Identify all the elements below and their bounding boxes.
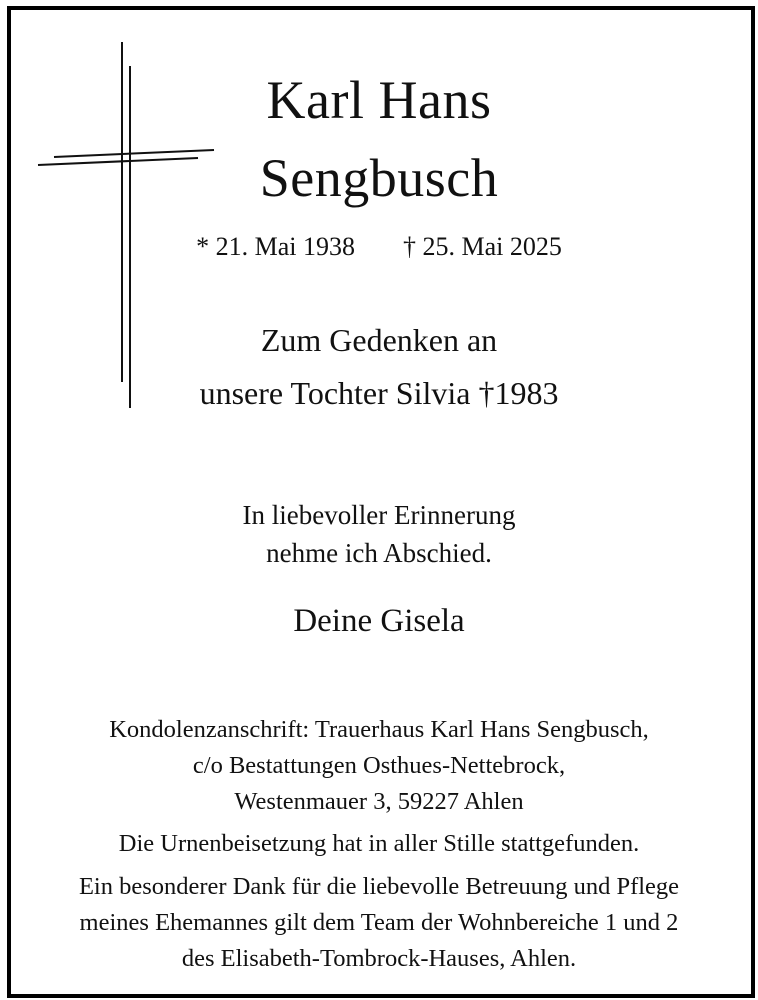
condolence-line-3: Westenmauer 3, 59227 Ahlen — [234, 788, 524, 815]
burial-note: Die Urnenbeisetzung hat in aller Stille stattgefunden. — [118, 830, 640, 857]
farewell-line-1: In liebevoller Erinnerung — [242, 500, 516, 530]
thanks-line-3: des Elisabeth-Tombrock-Hauses, Ahlen. — [181, 945, 577, 972]
deceased-first-names: Karl Hans — [266, 70, 492, 130]
signature: Deine Gisela — [293, 603, 465, 639]
condolence-line-1: Kondolenzanschrift: Trauerhaus Karl Hans Sengbusch, — [109, 716, 649, 743]
memorial-line-1: Zum Gedenken an — [260, 322, 498, 358]
farewell-line-2: nehme ich Abschied. — [266, 538, 492, 568]
condolence-line-2: c/o Bestattungen Osthues-Nettebrock, — [192, 752, 566, 779]
birth-date: * 21. Mai 1938 — [196, 232, 355, 261]
death-date: † 25. Mai 2025 — [403, 232, 562, 261]
thanks-line-1: Ein besonderer Dank für die liebevolle Betreuung und Pflege — [78, 873, 680, 900]
life-dates — [0, 232, 758, 262]
thanks-line-2: meines Ehemannes gilt dem Team der Wohnbereiche 1 und 2 — [79, 909, 679, 936]
memorial-line-2: unsere Tochter Silvia †1983 — [199, 375, 559, 411]
deceased-surname: Sengbusch — [259, 148, 499, 208]
